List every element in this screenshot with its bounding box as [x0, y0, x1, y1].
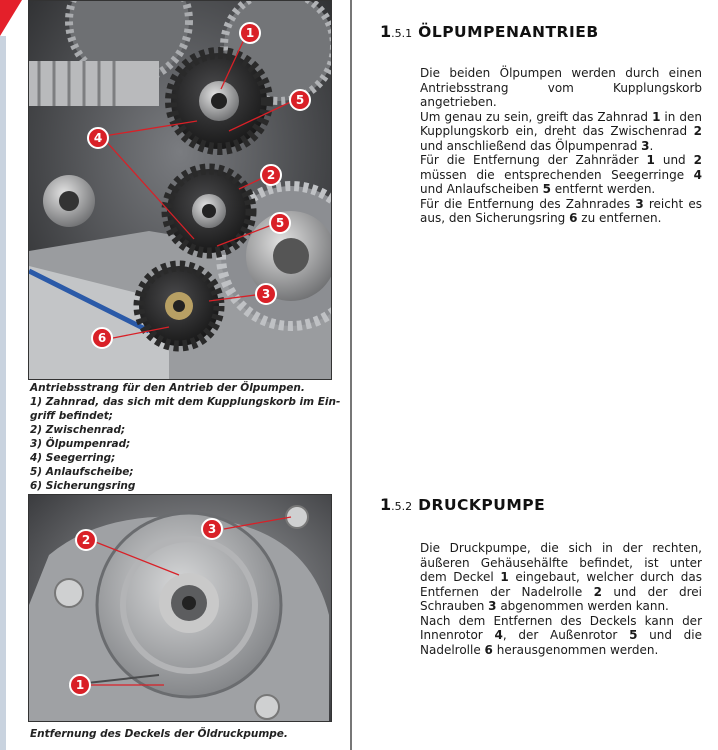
caption-line: 3) Ölpumpenrad;	[30, 438, 131, 450]
caption-line: 4) Seegerring;	[30, 452, 116, 464]
callout-2: 2	[260, 164, 282, 186]
caption-line: Antriebsstrang für den Antrieb der Ölpumpen.	[30, 382, 305, 394]
section-heading-oil-pump-drive	[380, 22, 599, 41]
paragraph: Nach dem Entfernen des Deckels kann der Innenrotor 4, der Außenrotor 5 und die Nadelrolle 6 herausgenommen werden.	[420, 613, 703, 657]
caption-line: 1) Zahnrad, das sich mit dem Kupplungskorb im Ein-	[30, 396, 341, 408]
caption-line: 6) Sicherungsring	[30, 480, 136, 492]
figure-caption-pressure-pump: Entfernung des Deckels der Öldruckpumpe.	[30, 728, 288, 740]
callout-4: 4	[87, 127, 109, 149]
heading-title: ÖLPUMPENANTRIEB	[418, 23, 599, 41]
caption-line: 2) Zwischenrad;	[30, 424, 126, 436]
column-divider	[350, 0, 352, 750]
paragraph: Für die Entfernung des Zahnrades 3 reicht es aus, den Sicherungsring 6 zu entfernen.	[420, 196, 702, 225]
caption-line: griff befindet;	[30, 410, 113, 422]
heading-number: 1	[380, 22, 392, 41]
callout-5: 5	[269, 212, 291, 234]
heading-title: DRUCKPUMPE	[418, 496, 546, 514]
gear-train-illustration	[29, 1, 331, 379]
paragraph: Für die Entfernung der Zahnräder 1 und 2 müssen die entsprechenden Seegerringe 4 und Anlaufscheiben 5 entfernt werden.	[420, 153, 702, 196]
section-text-pressure-pump	[420, 541, 702, 657]
paragraph: Die Druckpumpe, die sich in der rechten, äußeren Gehäusehälfte befindet, ist unter dem Deckel 1 eingebaut, welcher durch das Entfernen der Nadelrolle 2 und der drei Schrauben 3 abgenommen werden kann.	[420, 541, 703, 613]
paragraph: Die beiden Ölpumpen werden durch einen Antriebsstrang vom Kupplungskorb angetrieben.	[420, 66, 702, 109]
section-text-oil-pump-drive	[420, 66, 702, 226]
corner-tab-marker	[0, 0, 22, 36]
heading-subnumber: .5.2	[391, 500, 413, 513]
callout-1: 1	[69, 674, 91, 696]
section-heading-pressure-pump	[380, 495, 545, 514]
figure-pressure-pump-cover-photo	[28, 494, 332, 722]
callout-1: 1	[239, 22, 261, 44]
callout-5: 5	[289, 89, 311, 111]
heading-number: 1	[380, 495, 392, 514]
figure-oil-pump-drive-photo	[28, 0, 332, 380]
callout-2: 2	[75, 529, 97, 551]
caption-line: 5) Anlaufscheibe;	[30, 466, 134, 478]
callout-3: 3	[255, 283, 277, 305]
paragraph: Um genau zu sein, greift das Zahnrad 1 in den Kupplungskorb ein, dreht das Zwischenrad 2 und anschließend das Ölpumpenrad 3.	[420, 109, 702, 153]
heading-subnumber: .5.1	[391, 27, 413, 40]
page-side-bar	[0, 36, 6, 750]
figure-caption-oil-pump-drive	[30, 381, 340, 493]
callout-6: 6	[91, 327, 113, 349]
callout-3: 3	[201, 518, 223, 540]
